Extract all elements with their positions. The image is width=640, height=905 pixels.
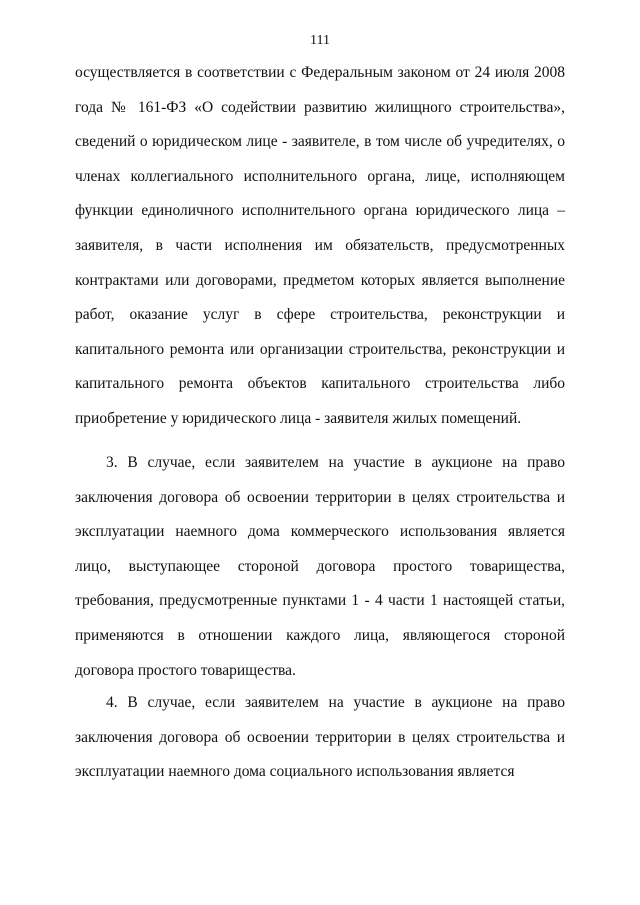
paragraph-text: осуществляется в соответствии с Федеральным законом от 24 июля 2008 года № 161-ФЗ «О содействии развитию жилищного строительства», сведений о юридическом лице - заявителе, в том числе об учредителях, о членах коллегиального исполнительного органа, лице, исполняющем функции единоличного исполнительного органа юридического лица – заявителя, в части исполнения им обязательств, предусмотренных контрактами или договорами, предметом которых является выполнение работ, оказание услуг в сфере строительства, реконструкции и капитального ремонта или организации строительства, реконструкции и капитального ремонта объектов капитального строительства либо приобретение у юридического лица - заявителя жилых помещений. <box>75 64 565 427</box>
paragraph-text: 4. В случае, если заявителем на участие в аукционе на право заключения договора об освоении территории в целях строительства и эксплуатации наемного дома социального использования является <box>75 694 565 781</box>
paragraph-item-3 <box>75 446 565 688</box>
page-number: 111 <box>310 33 330 48</box>
paragraph-continuation <box>75 56 565 437</box>
paragraph-text: 3. В случае, если заявителем на участие в аукционе на право заключения договора об освоении территории в целях строительства и эксплуатации наемного дома коммерческого использования является лицо, выступающее стороной договора простого товарищества, требования, предусмотренные пунктами 1 - 4 части 1 настоящей статьи, применяются в отношении каждого лица, являющегося стороной договора простого товарищества. <box>75 454 565 679</box>
paragraph-item-4 <box>75 686 565 790</box>
